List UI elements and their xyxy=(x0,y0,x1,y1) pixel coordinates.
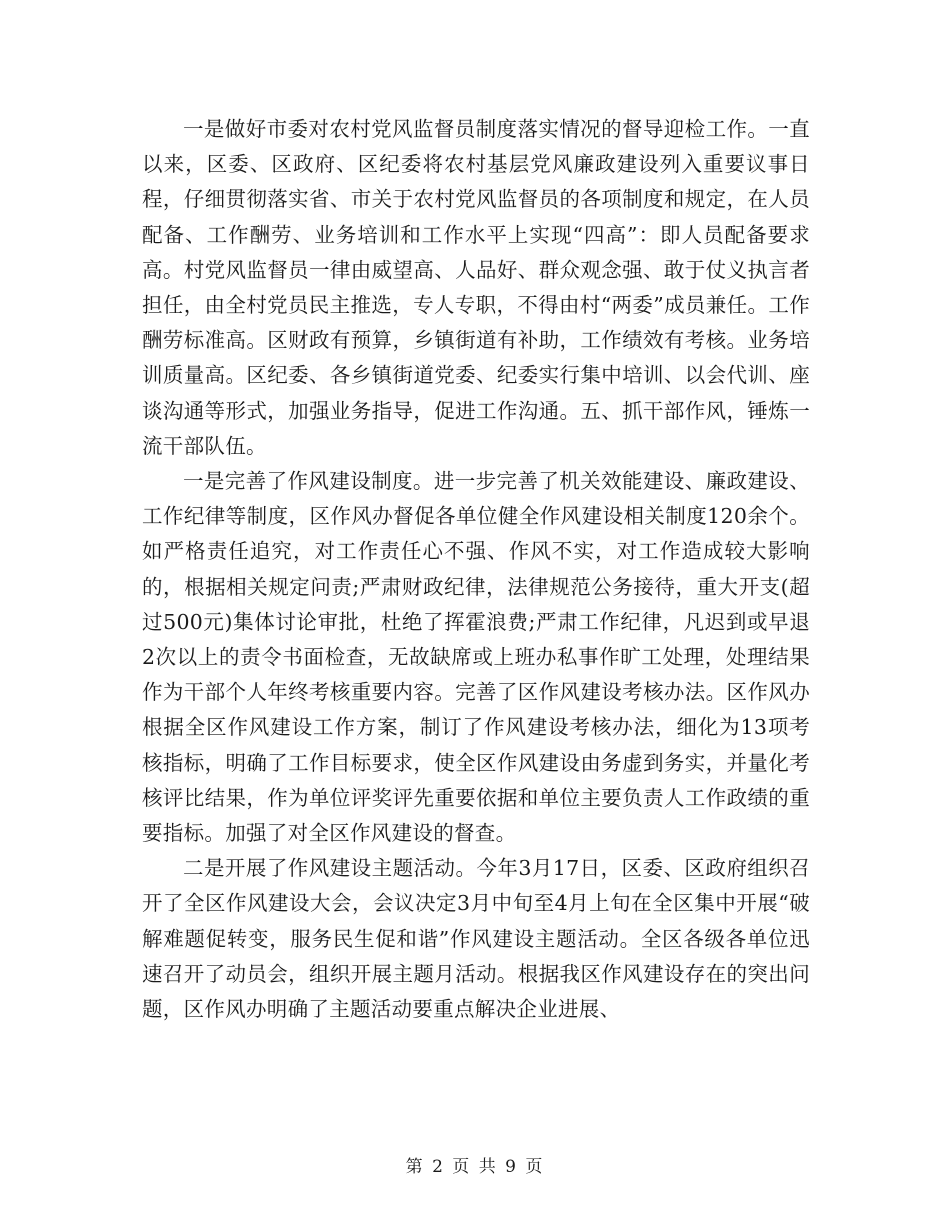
paragraph: 一是完善了作风建设制度。进一步完善了机关效能建设、廉政建设、工作纪律等制度，区作风办督促各单位健全作风建设相关制度120余个。如严格责任追究，对工作责任心不强、作风不实，对工作造成较大影响的，根据相关规定问责;严肃财政纪律，法律规范公务接待，重大开支(超过500元)集体讨论审批，杜绝了挥霍浪费;严肃工作纪律，凡迟到或早退2次以上的责令书面检查，无故缺席或上班办私事作旷工处理，处理结果作为干部个人年终考核重要内容。完善了区作风建设考核办法。区作风办根据全区作风建设工作方案，制订了作风建设考核办法，细化为13项考核指标，明确了工作目标要求，使全区作风建设由务虚到务实，并量化考核评比结果，作为单位评奖评先重要依据和单位主要负责人工作政绩的重要指标。加强了对全区作风建设的督查。 xyxy=(142,469,810,846)
document-body xyxy=(142,112,810,1027)
paragraph: 二是开展了作风建设主题活动。今年3月17日，区委、区政府组织召开了全区作风建设大会，会议决定3月中旬至4月上旬在全区集中开展“破解难题促转变，服务民生促和谐”作风建设主题活动。全区各级各单位迅速召开了动员会，组织开展主题月活动。根据我区作风建设存在的突出问题，区作风办明确了主题活动要重点解决企业进展、 xyxy=(142,856,810,1022)
page-number-footer: 第 2 页 共 9 页 xyxy=(405,1157,545,1177)
paragraph: 一是做好市委对农村党风监督员制度落实情况的督导迎检工作。一直以来，区委、区政府、区纪委将农村基层党风廉政建设列入重要议事日程，仔细贯彻落实省、市关于农村党风监督员的各项制度和规定，在人员配备、工作酬劳、业务培训和工作水平上实现“四高”：即人员配备要求高。村党风监督员一律由威望高、人品好、群众观念强、敢于仗义执言者担任，由全村党员民主推选，专人专职，不得由村“两委”成员兼任。工作酬劳标准高。区财政有预算，乡镇街道有补助，工作绩效有考核。业务培训质量高。区纪委、各乡镇街道党委、纪委实行集中培训、以会代训、座谈沟通等形式，加强业务指导，促进工作沟通。五、抓干部作风，锤炼一流干部队伍。 xyxy=(142,117,810,458)
